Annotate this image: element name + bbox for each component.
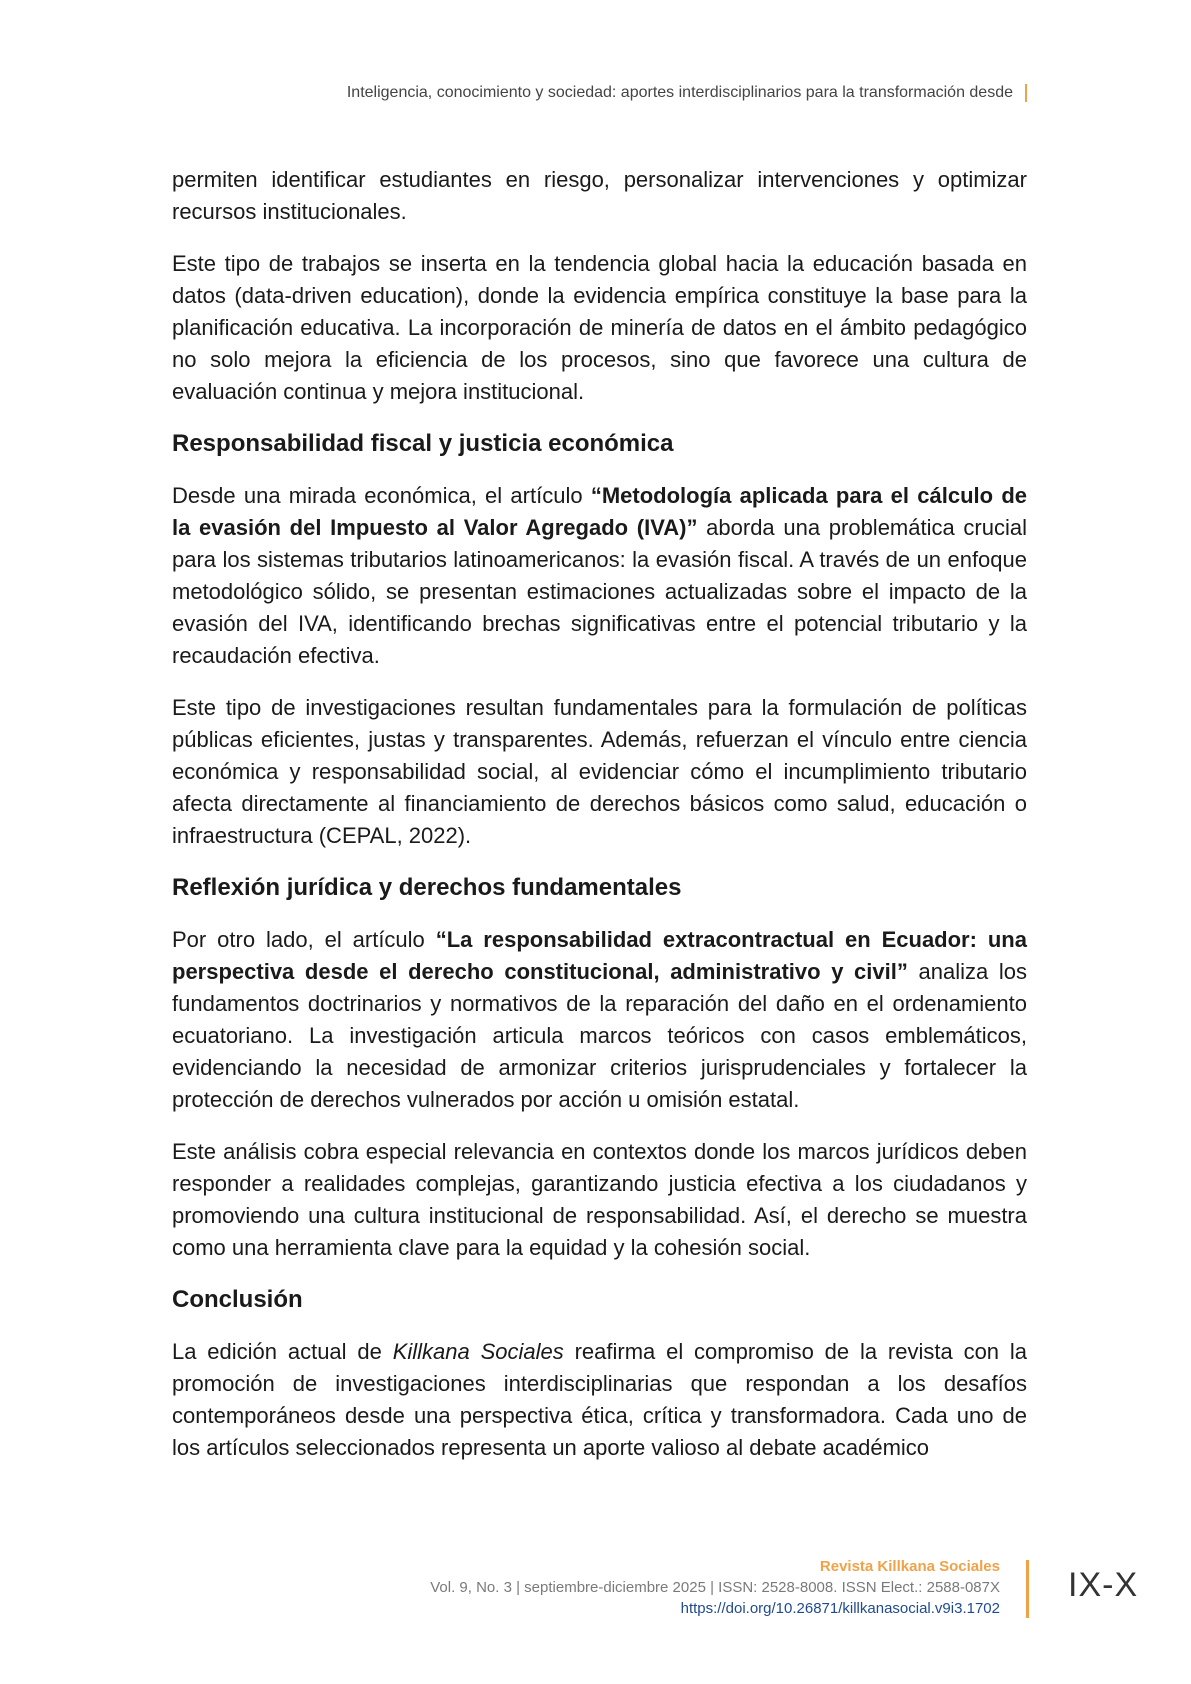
header-accent-bar — [1025, 84, 1027, 102]
section-heading-fiscal: Responsabilidad fiscal y justicia económica — [172, 430, 674, 457]
section-heading-conclusion: Conclusión — [172, 1286, 303, 1313]
footer-doi-link[interactable]: https://doi.org/10.26871/killkanasocial.v9i3.1702 — [680, 1600, 1000, 1617]
footer-accent-bar — [1026, 1560, 1029, 1618]
paragraph-2: Este tipo de trabajos se inserta en la tendencia global hacia la educación basada en datos (data-driven education), donde la evidencia empírica constituye la base para la planificación educativa. La incorporación de minería de datos en el ámbito pedagógico no solo mejora la eficiencia de los procesos, sino que favorece una cultura de evaluación continua y mejora institucional. — [172, 251, 1027, 404]
paragraph-5-lead: Por otro lado, el artículo — [172, 927, 436, 952]
journal-name-italic: Killkana Sociales — [392, 1339, 564, 1364]
paragraph-5 — [172, 924, 1027, 1116]
paragraph-7-rest: reafirma el compromiso de la revista con la promoción de investigaciones interdisciplinarias que respondan a los desafíos contemporáneos desde una perspectiva ética, crítica y transformadora. Cada uno de los artículos seleccionados representa un aporte valioso al debate académico — [172, 1339, 1027, 1460]
article-title-responsabilidad: “La responsabilidad extracontractual en Ecuador: una perspectiva desde el derecho constitucional, administrativo y civil” — [172, 927, 1027, 984]
paragraph-6: Este análisis cobra especial relevancia en contextos donde los marcos jurídicos deben responder a realidades complejas, garantizando justicia efectiva a los ciudadanos y promoviendo una cultura institucional de responsabilidad. Así, el derecho se muestra como una herramienta clave para la equidad y la cohesión social. — [172, 1139, 1027, 1260]
paragraph-4: Este tipo de investigaciones resultan fundamentales para la formulación de políticas públicas eficientes, justas y transparentes. Además, refuerzan el vínculo entre ciencia económica y responsabilidad social, al evidenciar cómo el incumplimiento tributario afecta directamente al financiamiento de derechos básicos como salud, educación o infraestructura (CEPAL, 2022). — [172, 695, 1027, 848]
page-footer — [0, 1556, 1191, 1626]
paragraph-3-rest: aborda una problemática crucial para los sistemas tributarios latinoamericanos: la evasión fiscal. A través de un enfoque metodológico sólido, se presentan estimaciones actualizadas sobre el impacto de la evasión del IVA, identificando brechas significativas entre el potencial tributario y la recaudación efectiva. — [172, 515, 1028, 668]
running-title: Inteligencia, conocimiento y sociedad: aportes interdisciplinarios para la transformación desde — [346, 84, 1013, 101]
section-heading-juridica: Reflexión jurídica y derechos fundamentales — [172, 874, 682, 901]
page-number: IX-X — [1068, 1566, 1139, 1604]
paragraph-7-lead: La edición actual de — [172, 1339, 393, 1364]
footer-journal-name: Revista Killkana Sociales — [819, 1558, 1000, 1575]
paragraph-3-lead: Desde una mirada económica, el artículo — [172, 483, 591, 508]
paragraph-5-rest: analiza los fundamentos doctrinarios y normativos de la reparación del daño en el ordenamiento ecuatoriano. La investigación articula marcos teóricos con casos emblemáticos, evidenciando la necesidad de armonizar criterios jurisprudenciales y fortalecer la protección de derechos vulnerados por acción u omisión estatal. — [172, 959, 1027, 1112]
article-body — [172, 164, 1027, 1484]
article-title-iva: “Metodología aplicada para el cálculo de la evasión del Impuesto al Valor Agregado (IVA)” — [172, 483, 1027, 540]
paragraph-1: permiten identificar estudiantes en riesgo, personalizar intervenciones y optimizar recursos institucionales. — [172, 167, 1027, 224]
paragraph-3 — [172, 480, 1027, 672]
paragraph-7 — [172, 1336, 1027, 1464]
footer-info — [430, 1556, 1000, 1619]
footer-volume-line: Vol. 9, No. 3 | septiembre-diciembre 2025 | ISSN: 2528-8008. ISSN Elect.: 2588-087X — [430, 1579, 1000, 1596]
running-header — [347, 84, 1027, 102]
